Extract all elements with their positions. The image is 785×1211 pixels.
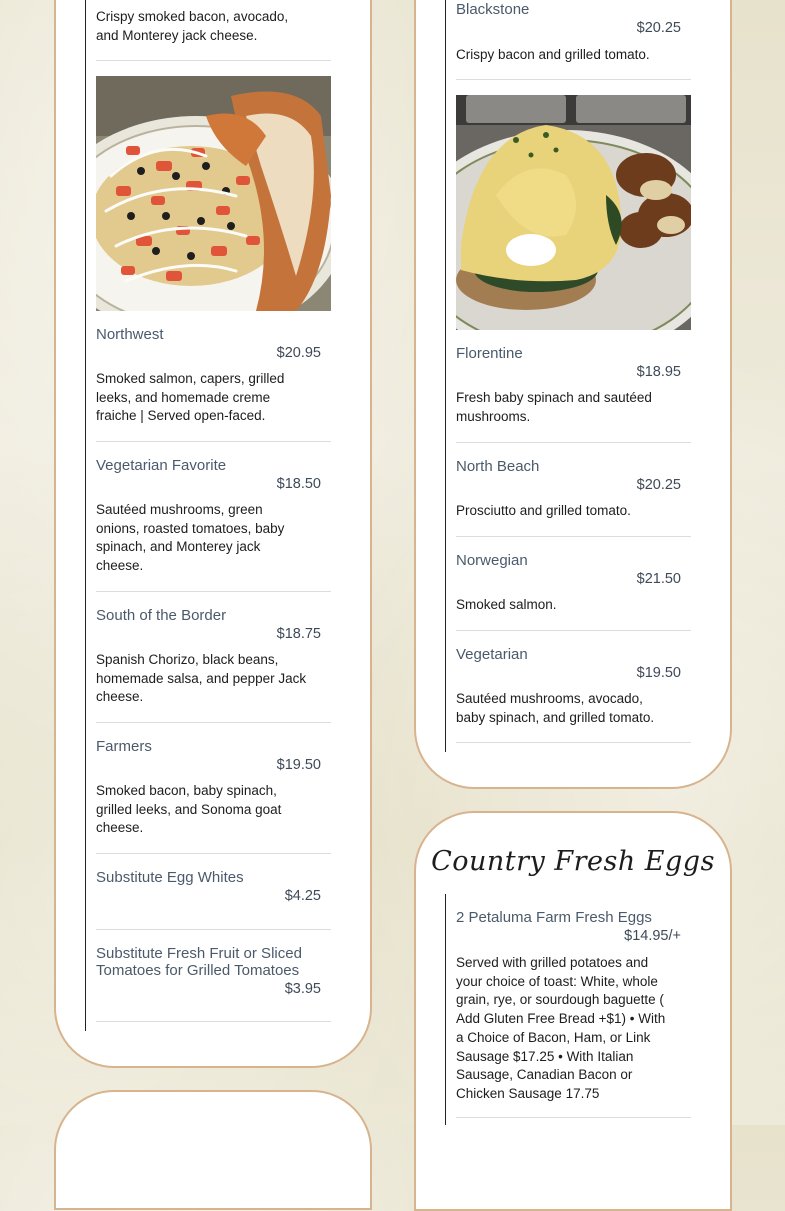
item-price: $21.50 xyxy=(636,571,681,587)
scramble-plate-image xyxy=(96,76,331,311)
item-name: Vegetarian xyxy=(456,646,528,663)
item-price: $18.50 xyxy=(276,476,321,492)
item-name: South of the Border xyxy=(96,607,227,624)
item-description: Crispy smoked bacon, avocado, and Monterey jack cheese. xyxy=(96,9,289,43)
item-price: $19.50 xyxy=(636,665,681,681)
right-column-rule xyxy=(445,0,446,752)
divider xyxy=(456,536,691,537)
item-description: Fresh baby spinach and sautéed mushrooms. xyxy=(456,390,652,424)
menu-item-substitute-egg-whites xyxy=(96,869,331,919)
divider xyxy=(96,591,331,592)
item-name: 2 Petaluma Farm Fresh Eggs xyxy=(456,909,652,926)
item-description: Crispy bacon and grilled tomato. xyxy=(456,47,650,62)
item-price: $20.25 xyxy=(636,20,681,36)
item-description: Smoked salmon. xyxy=(456,597,557,612)
menu-item-vegetarian-favorite xyxy=(96,457,331,582)
divider xyxy=(456,442,691,443)
florentine-plate-image xyxy=(456,95,691,330)
divider xyxy=(96,853,331,854)
menu-card-left-next xyxy=(54,1090,372,1210)
item-description: Smoked bacon, baby spinach, grilled leeks, and Sonoma goat cheese. xyxy=(96,783,282,836)
dish-photo-scramble xyxy=(96,76,331,311)
divider xyxy=(456,79,691,80)
menu-item-north-beach xyxy=(456,458,691,533)
item-price: $14.95/+ xyxy=(624,928,681,944)
item-name: Florentine xyxy=(456,345,523,362)
menu-item-vegetarian xyxy=(456,646,691,736)
item-name: Blackstone xyxy=(456,1,530,18)
item-price: $19.50 xyxy=(276,757,321,773)
divider xyxy=(96,722,331,723)
left-column-rule xyxy=(85,0,86,1031)
divider xyxy=(96,929,331,930)
item-name: Substitute Egg Whites xyxy=(96,869,244,886)
menu-item-blackstone xyxy=(456,1,691,76)
divider xyxy=(456,630,691,631)
item-description: Smoked salmon, capers, grilled leeks, and homemade creme fraiche | Served open-faced. xyxy=(96,371,285,424)
dish-photo-florentine xyxy=(456,95,691,330)
item-description: Served with grilled potatoes and your choice of toast: White, whole grain, rye, or sourdough baguette ( Add Gluten Free Bread +$1) • With a Choice of Bacon, Ham, or Link Sausage $17.25 • With Italian Sausage, Canadian Bacon or Chicken Sausage 17.75 xyxy=(456,955,666,1101)
item-price: $20.25 xyxy=(636,477,681,493)
item-name: Norwegian xyxy=(456,552,528,569)
item-price: $3.95 xyxy=(284,981,321,997)
item-name: Northwest xyxy=(96,326,164,343)
item-name: North Beach xyxy=(456,458,540,475)
item-price: $4.25 xyxy=(284,888,321,904)
item-price: $20.95 xyxy=(276,345,321,361)
divider xyxy=(456,742,691,743)
eggs-column-rule xyxy=(445,894,446,1125)
menu-item-norwegian xyxy=(456,552,691,627)
divider xyxy=(96,1021,331,1022)
item-description: Sautéed mushrooms, green onions, roasted tomatoes, baby spinach, and Monterey jack cheese. xyxy=(96,502,285,574)
item-price: $18.75 xyxy=(276,626,321,642)
divider xyxy=(456,1117,691,1118)
item-name: Substitute Fresh Fruit or Sliced Tomatoes for Grilled Tomatoes xyxy=(96,945,302,979)
item-description: Prosciutto and grilled tomato. xyxy=(456,503,631,518)
item-price: $18.95 xyxy=(636,364,681,380)
section-title: Country Fresh Eggs xyxy=(431,846,715,877)
item-description: Sautéed mushrooms, avocado, baby spinach, and grilled tomato. xyxy=(456,691,655,725)
menu-item-florentine xyxy=(456,345,691,440)
divider xyxy=(96,60,331,61)
menu-item-farmers xyxy=(96,738,331,848)
divider xyxy=(96,441,331,442)
item-name: Farmers xyxy=(96,738,152,755)
menu-item-petaluma-eggs xyxy=(456,909,691,1109)
item-description: Spanish Chorizo, black beans, homemade salsa, and pepper Jack cheese. xyxy=(96,652,307,705)
menu-item-substitute-fruit xyxy=(96,945,331,1015)
menu-item-south-of-the-border xyxy=(96,607,331,717)
item-name: Vegetarian Favorite xyxy=(96,457,227,474)
menu-item-northwest xyxy=(96,326,331,436)
